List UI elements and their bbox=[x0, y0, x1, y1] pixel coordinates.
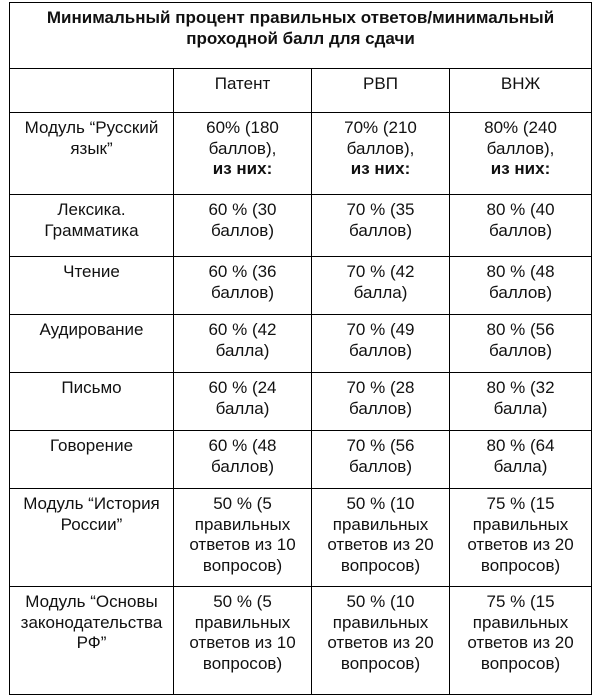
table-row bbox=[10, 373, 592, 431]
table-cell: 70 % (35 баллов) bbox=[312, 195, 450, 257]
table-cell: 60 % (42 балла) bbox=[174, 315, 312, 373]
table-cell bbox=[174, 113, 312, 195]
table-cell: 70 % (56 баллов) bbox=[312, 431, 450, 489]
table-row bbox=[10, 315, 592, 373]
table-cell: 80 % (56 баллов) bbox=[450, 315, 592, 373]
table-cell: 80 % (48 баллов) bbox=[450, 257, 592, 315]
row-label: Модуль “Русский язык” bbox=[10, 113, 174, 195]
table-cell: 80 % (64 балла) bbox=[450, 431, 592, 489]
table-cell: 70 % (42 балла) bbox=[312, 257, 450, 315]
table-cell: 60 % (24 балла) bbox=[174, 373, 312, 431]
row-label: Лексика. Грамматика bbox=[10, 195, 174, 257]
header-patent: Патент bbox=[174, 69, 312, 113]
table-row bbox=[10, 489, 592, 587]
cell-value: 70% (210 баллов), bbox=[344, 118, 417, 158]
cell-note: из них: bbox=[212, 159, 273, 178]
table-cell: 50 % (10 правильных ответов из 20 вопросов) bbox=[312, 587, 450, 695]
table-title: Минимальный процент правильных ответов/минимальный проходной балл для сдачи bbox=[10, 3, 592, 69]
cell-note: из них: bbox=[350, 159, 411, 178]
cell-note: из них: bbox=[490, 159, 551, 178]
table-cell: 50 % (5 правильных ответов из 10 вопросов) bbox=[174, 587, 312, 695]
header-row bbox=[10, 69, 592, 113]
table-cell: 60 % (36 баллов) bbox=[174, 257, 312, 315]
table-cell bbox=[312, 113, 450, 195]
table-row bbox=[10, 113, 592, 195]
table-cell: 75 % (15 правильных ответов из 20 вопросов) bbox=[450, 489, 592, 587]
requirements-table bbox=[9, 2, 592, 695]
table-cell bbox=[450, 113, 592, 195]
title-row bbox=[10, 3, 592, 69]
table-row bbox=[10, 431, 592, 489]
table-cell: 50 % (5 правильных ответов из 10 вопросов) bbox=[174, 489, 312, 587]
table-cell: 70 % (49 баллов) bbox=[312, 315, 450, 373]
row-label: Модуль “Основы законодательства РФ” bbox=[10, 587, 174, 695]
table-cell: 60 % (30 баллов) bbox=[174, 195, 312, 257]
table-cell: 80 % (32 балла) bbox=[450, 373, 592, 431]
header-vnzh: ВНЖ bbox=[450, 69, 592, 113]
row-label: Модуль “История России” bbox=[10, 489, 174, 587]
table-cell: 60 % (48 баллов) bbox=[174, 431, 312, 489]
header-rvp: РВП bbox=[312, 69, 450, 113]
row-label: Аудирование bbox=[10, 315, 174, 373]
header-empty-cell bbox=[10, 69, 174, 113]
table-cell: 50 % (10 правильных ответов из 20 вопросов) bbox=[312, 489, 450, 587]
table-row bbox=[10, 257, 592, 315]
table-cell: 80 % (40 баллов) bbox=[450, 195, 592, 257]
cell-value: 80% (240 баллов), bbox=[484, 118, 557, 158]
row-label: Письмо bbox=[10, 373, 174, 431]
row-label: Чтение bbox=[10, 257, 174, 315]
cell-value: 60% (180 баллов), bbox=[206, 118, 279, 158]
row-label: Говорение bbox=[10, 431, 174, 489]
table-cell: 70 % (28 баллов) bbox=[312, 373, 450, 431]
table-row bbox=[10, 587, 592, 695]
table-cell: 75 % (15 правильных ответов из 20 вопросов) bbox=[450, 587, 592, 695]
table-row bbox=[10, 195, 592, 257]
